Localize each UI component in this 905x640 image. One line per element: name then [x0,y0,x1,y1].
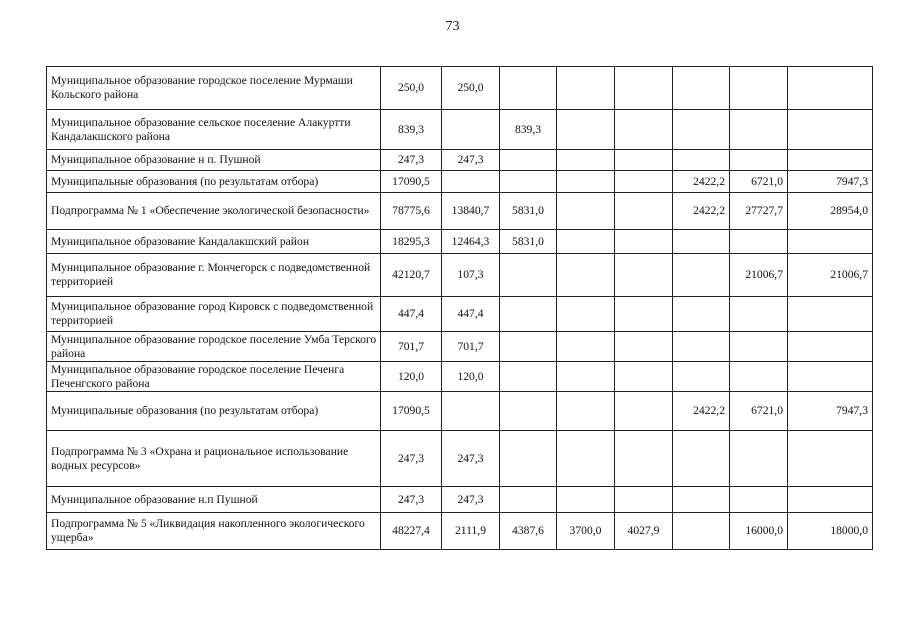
row-name-cell: Муниципальные образования (по результатам отбора) [47,171,381,193]
value-cell [788,110,873,150]
value-cell [730,230,788,254]
value-cell: 78775,6 [381,193,442,230]
row-name-cell: Муниципальное образование н п. Пушной [47,150,381,171]
value-cell: 12464,3 [442,230,500,254]
value-cell: 18295,3 [381,230,442,254]
row-name-cell: Муниципальное образование город Кировск с подведомственной территорией [47,297,381,332]
value-cell [500,254,557,297]
row-name-cell: Муниципальное образование Кандалакшский район [47,230,381,254]
value-cell: 247,3 [381,150,442,171]
value-cell: 107,3 [442,254,500,297]
value-cell [442,110,500,150]
value-cell [557,332,615,362]
value-cell [557,254,615,297]
value-cell [788,150,873,171]
value-cell [730,150,788,171]
value-cell [673,297,730,332]
table-row [47,254,873,297]
value-cell [788,362,873,392]
value-cell [615,150,673,171]
table-row [47,362,873,392]
value-cell: 28954,0 [788,193,873,230]
value-cell: 18000,0 [788,513,873,550]
value-cell: 3700,0 [557,513,615,550]
value-cell [673,487,730,513]
value-cell [500,297,557,332]
value-cell [615,392,673,431]
table-row [47,487,873,513]
value-cell [615,332,673,362]
value-cell: 21006,7 [730,254,788,297]
value-cell: 247,3 [442,487,500,513]
value-cell [730,487,788,513]
value-cell [730,431,788,487]
value-cell [673,150,730,171]
value-cell: 247,3 [442,431,500,487]
value-cell [500,487,557,513]
value-cell [557,171,615,193]
value-cell [730,67,788,110]
row-name-cell: Муниципальные образования (по результатам отбора) [47,392,381,431]
value-cell [557,487,615,513]
value-cell [500,362,557,392]
value-cell [442,392,500,431]
row-name-cell: Муниципальное образование городское поселение Печенга Печенгского района [47,362,381,392]
table-body [47,67,873,550]
value-cell: 120,0 [442,362,500,392]
value-cell [615,193,673,230]
value-cell [730,332,788,362]
value-cell [730,362,788,392]
value-cell [615,171,673,193]
row-name-cell: Муниципальное образование городское поселение Умба Терского района [47,332,381,362]
value-cell: 447,4 [442,297,500,332]
table-row [47,230,873,254]
value-cell [730,297,788,332]
page-number: 73 [445,19,460,34]
value-cell [673,332,730,362]
value-cell: 13840,7 [442,193,500,230]
value-cell: 21006,7 [788,254,873,297]
value-cell [615,487,673,513]
value-cell: 42120,7 [381,254,442,297]
table-row [47,297,873,332]
value-cell: 6721,0 [730,171,788,193]
row-name-cell: Муниципальное образование городское поселение Мурмаши Кольского района [47,67,381,110]
value-cell: 27727,7 [730,193,788,230]
value-cell [500,431,557,487]
table-row [47,513,873,550]
row-name-cell: Подпрограмма № 3 «Охрана и рациональное использование водных ресурсов» [47,431,381,487]
table-row [47,392,873,431]
value-cell [615,431,673,487]
value-cell: 2422,2 [673,392,730,431]
value-cell: 2111,9 [442,513,500,550]
value-cell: 17090,5 [381,392,442,431]
row-name-cell: Подпрограмма № 1 «Обеспечение экологической безопасности» [47,193,381,230]
value-cell [788,230,873,254]
value-cell [788,67,873,110]
value-cell: 2422,2 [673,193,730,230]
table-row [47,332,873,362]
value-cell [615,254,673,297]
value-cell [500,67,557,110]
row-name-cell: Муниципальное образование н.п Пушной [47,487,381,513]
value-cell [557,193,615,230]
budget-table [46,66,873,550]
value-cell [673,254,730,297]
value-cell: 247,3 [442,150,500,171]
value-cell [500,332,557,362]
table-row [47,110,873,150]
value-cell [557,150,615,171]
value-cell [615,362,673,392]
value-cell: 250,0 [381,67,442,110]
value-cell: 5831,0 [500,193,557,230]
value-cell [442,171,500,193]
table-row [47,193,873,230]
row-name-cell: Муниципальное образование сельское поселение Алакуртти Кандалакшского района [47,110,381,150]
value-cell: 4027,9 [615,513,673,550]
value-cell [500,171,557,193]
value-cell: 16000,0 [730,513,788,550]
row-name-cell: Муниципальное образование г. Мончегорск с подведомственной территорией [47,254,381,297]
value-cell [557,362,615,392]
value-cell: 701,7 [442,332,500,362]
value-cell [673,362,730,392]
row-name-cell: Подпрограмма № 5 «Ликвидация накопленного экологического ущерба» [47,513,381,550]
value-cell [557,67,615,110]
value-cell [500,392,557,431]
table-row [47,171,873,193]
value-cell [788,332,873,362]
value-cell [788,487,873,513]
value-cell [615,297,673,332]
value-cell [788,431,873,487]
value-cell: 7947,3 [788,392,873,431]
value-cell [673,67,730,110]
value-cell: 7947,3 [788,171,873,193]
value-cell: 6721,0 [730,392,788,431]
table-row [47,431,873,487]
value-cell [788,297,873,332]
table-row [47,150,873,171]
value-cell: 48227,4 [381,513,442,550]
value-cell [615,67,673,110]
value-cell: 247,3 [381,431,442,487]
value-cell [557,392,615,431]
value-cell [673,230,730,254]
value-cell [730,110,788,150]
value-cell: 4387,6 [500,513,557,550]
value-cell: 2422,2 [673,171,730,193]
value-cell [615,110,673,150]
value-cell: 17090,5 [381,171,442,193]
value-cell: 120,0 [381,362,442,392]
value-cell [615,230,673,254]
value-cell [673,431,730,487]
value-cell [557,431,615,487]
table-row [47,67,873,110]
value-cell: 839,3 [381,110,442,150]
value-cell: 839,3 [500,110,557,150]
value-cell: 447,4 [381,297,442,332]
value-cell [557,297,615,332]
value-cell: 701,7 [381,332,442,362]
value-cell: 247,3 [381,487,442,513]
value-cell: 5831,0 [500,230,557,254]
value-cell [673,110,730,150]
value-cell [557,230,615,254]
value-cell [557,110,615,150]
value-cell [500,150,557,171]
value-cell: 250,0 [442,67,500,110]
value-cell [673,513,730,550]
